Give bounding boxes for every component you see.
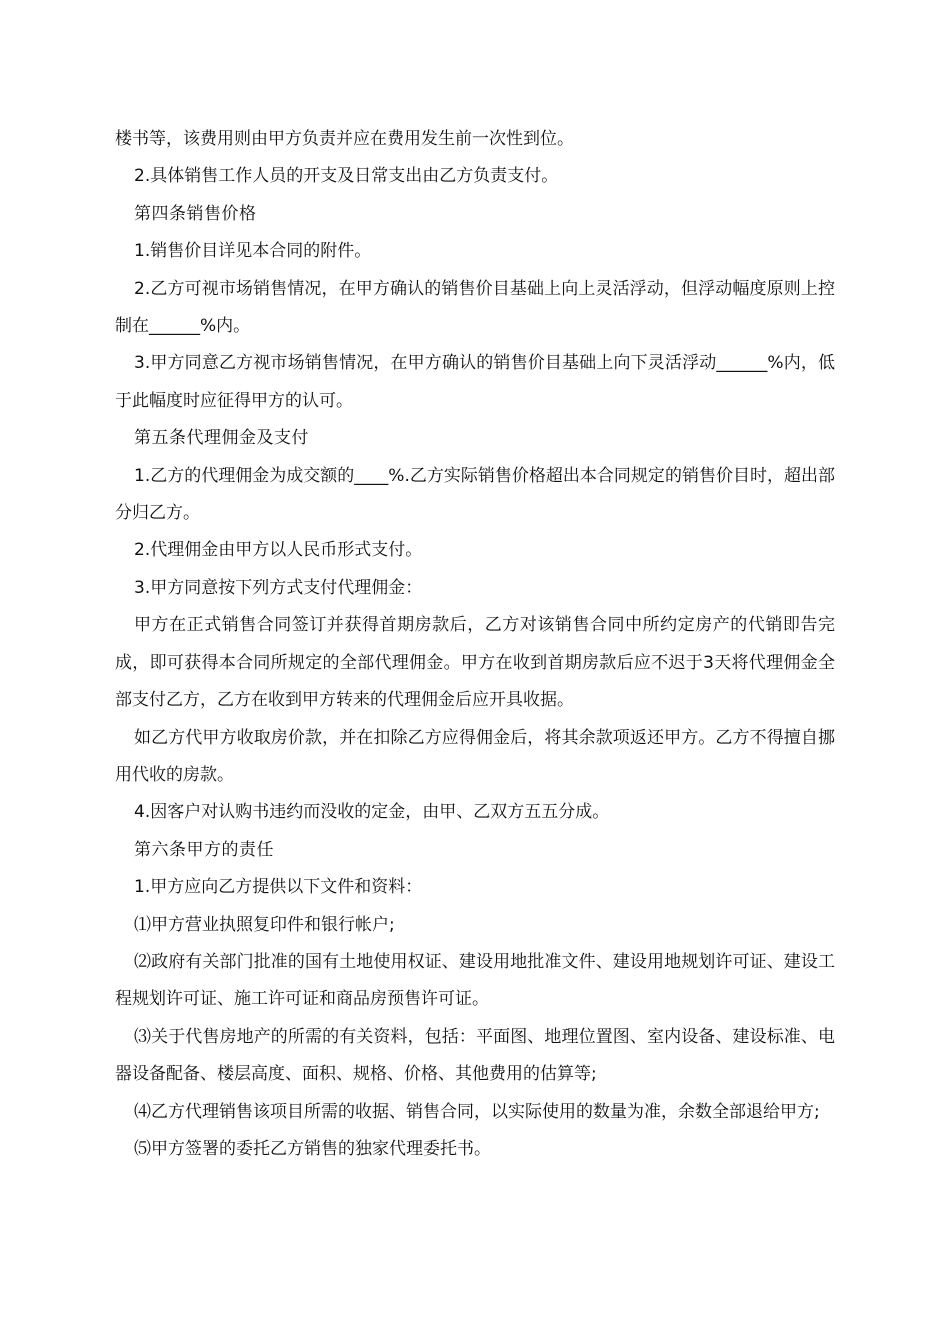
list-item-5: ⑸甲方签署的委托乙方销售的独家代理委托书。 [134,1138,491,1159]
list-item-1: ⑴甲方营业执照复印件和银行帐户; [134,914,395,935]
paragraph-commission-item-1: 1.乙方的代理佣金为成交额的____%.乙方实际销售价格超出本合同规定的销售价目时，超出部分归乙方。 [115,465,835,524]
paragraph-price-item-3: 3.甲方同意乙方视市场销售情况，在甲方确认的销售价目基础上向下灵活浮动______%内，低于此幅度时应征得甲方的认可。 [115,353,835,411]
paragraph-commission-item-4: 4.因客户对认购书违约而没收的定金，由甲、乙双方五五分成。 [134,802,610,823]
paragraph-price-item-1: 1.销售价目详见本合同的附件。 [134,241,372,262]
paragraph-item-2-staff-expenses: 2.具体销售工作人员的开支及日常支出由乙方负责支付。 [134,166,559,187]
document-body [115,121,835,1168]
section-heading-article-4: 第四条销售价格 [134,203,257,224]
paragraph-party-a-item-1: 1.甲方应向乙方提供以下文件和资料： [134,877,423,898]
paragraph-commission-collection: 如乙方代甲方收取房价款，并在扣除乙方应得佣金后，将其余款项返还甲方。乙方不得擅自挪用代收的房款。 [115,727,835,785]
paragraph-commission-item-2: 2.代理佣金由甲方以人民币形式支付。 [134,540,423,561]
paragraph-continuation: 楼书等，该费用则由甲方负责并应在费用发生前一次性到位。 [115,129,574,149]
list-item-3: ⑶关于代售房地产的所需的有关资料，包括：平面图、地理位置图、室内设备、建设标准、电器设备配备、楼层高度、面积、规格、价格、其他费用的估算等; [115,1026,835,1085]
paragraph-price-item-2: 2.乙方可视市场销售情况，在甲方确认的销售价目基础上向上灵活浮动，但浮动幅度原则上控制在______%内。 [115,278,835,337]
section-heading-article-5: 第五条代理佣金及支付 [134,428,309,449]
section-heading-article-6: 第六条甲方的责任 [134,839,274,860]
list-item-4: ⑷乙方代理销售该项目所需的收据、销售合同，以实际使用的数量为准，余数全部退给甲方; [134,1101,820,1122]
paragraph-commission-payment-terms: 甲方在正式销售合同签订并获得首期房款后，乙方对该销售合同中所约定房产的代销即告完成，即可获得本合同所规定的全部代理佣金。甲方在收到首期房款后应不迟于3天将代理佣金全部支付乙方，乙方在收到甲方转来的代理佣金后应开具收据。 [115,615,835,711]
paragraph-commission-item-3: 3.甲方同意按下列方式支付代理佣金： [134,577,423,598]
list-item-2: ⑵政府有关部门批准的国有土地使用权证、建设用地批准文件、建设用地规划许可证、建设工程规划许可证、施工许可证和商品房预售许可证。 [115,951,835,1010]
